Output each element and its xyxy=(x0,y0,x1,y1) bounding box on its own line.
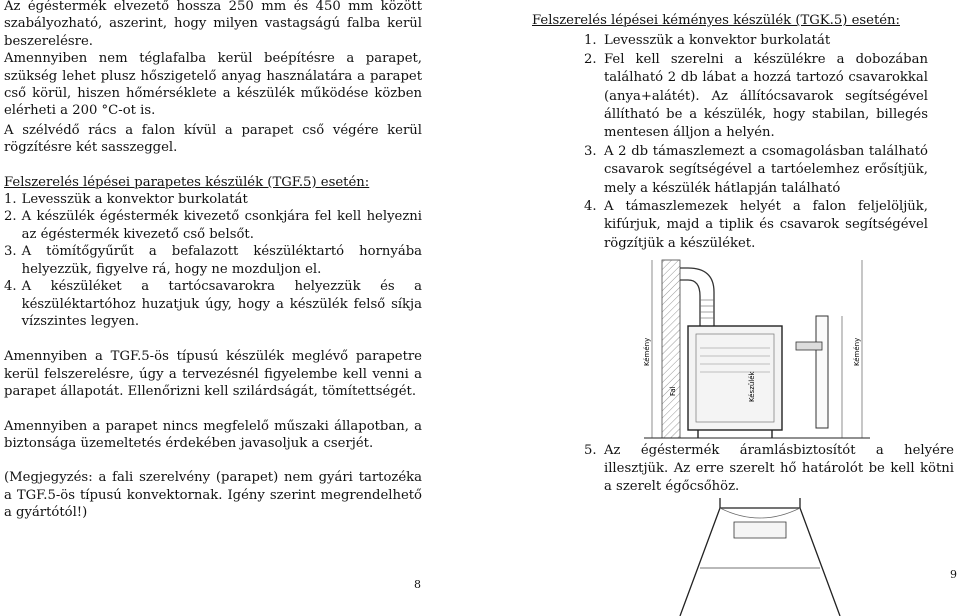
step5-block xyxy=(584,442,954,496)
right-page xyxy=(532,0,956,253)
step-text: Fel kell szerelni a készülékre a dobozában található 2 db lábat a hozzá tartozó csavarokkal (anya+alátét). Az állítócsavarok segítségével állítható be a készülék, hogy stabilan, billegés mentesen álljon a helyén. xyxy=(604,51,928,141)
parapet-step xyxy=(4,208,422,243)
chimney-step xyxy=(584,198,928,253)
flue-pipe xyxy=(680,268,714,326)
step-number: 1. xyxy=(4,192,17,208)
flue-adapter-diagram xyxy=(660,498,860,616)
figure-label: Fal xyxy=(669,386,677,396)
step-text: Levesszük a konvektor burkolatát xyxy=(21,192,248,208)
figure-label: Kémény xyxy=(853,337,861,366)
parapet-steps-list xyxy=(4,191,422,330)
step-number: 5. xyxy=(584,443,597,458)
step-text: Levesszük a konvektor burkolatát xyxy=(604,33,831,49)
step-number: 3. xyxy=(4,244,17,260)
chimney-step xyxy=(584,51,928,143)
step-text: A készüléket a tartócsavarokra helyezzük és a készüléktartóhoz huzatjuk úgy, hogy a készülék felső síkja vízszintes legyen. xyxy=(21,279,422,329)
left-page xyxy=(4,0,422,522)
figure-label: Készülék xyxy=(748,371,756,402)
chimney-step xyxy=(584,32,928,50)
page-number-left: 8 xyxy=(414,578,421,591)
parapet-step xyxy=(4,243,422,278)
step-number: 2. xyxy=(584,51,597,67)
step-number: 3. xyxy=(584,143,597,159)
page-number-right: 9 xyxy=(950,568,957,581)
tgf-paragraph: Amennyiben a TGF.5-ös típusú készülék meglévő parapetre kerül felszerelésre, úgy a tervezésnél figyelembe kell venni a parapet állapotát. Ellenőrizni kell szilárdságát, tömítettségét. xyxy=(4,349,422,400)
step-text: A 2 db támaszlemezt a csomagolásban található csavarok segítségével a tartóelemhez erősítjük, mely a készülék hátlapján található xyxy=(604,143,928,196)
step-number: 2. xyxy=(4,209,17,225)
figure-label: Kémény xyxy=(643,337,651,366)
parapet-step xyxy=(4,278,422,330)
installation-diagram xyxy=(640,256,876,442)
note-paragraph: (Megjegyzés: a fali szerelvény (parapet) nem gyári tartozéka a TGF.5-ös típusú konvektornak. Igény szerint megrendelhető a gyártótól!) xyxy=(4,470,422,521)
step-text: A készülék égéstermék kivezető csonkjára fel kell helyezni az égéstermék kivezető cső belsőt. xyxy=(21,209,422,242)
intro-paragraph: Az égéstermék elvezető hossza 250 mm és 450 mm között szabályozható, aszerint, hogy milyen vastagságú falba kerül beszerelésre. xyxy=(4,0,422,49)
step-number: 4. xyxy=(584,199,597,215)
chimney-step xyxy=(584,143,928,198)
chimney-heading: Felszerelés lépései kéményes készülék (TGK.5) esetén: xyxy=(532,13,900,28)
windshield-paragraph: A szélvédő rács a falon kívül a parapet cső végére kerül rögzítésre két sasszeggel. xyxy=(4,122,422,156)
insulation-paragraph: Amennyiben nem téglafalba kerül beépítésre a parapet, szükség lehet plusz hőszigetelő anyag használatára a parapet cső körül, hiszen hőmérséklete a készülék működése közben elérheti a 200 °C-ot is. xyxy=(4,51,422,119)
step-number: 1. xyxy=(584,33,597,49)
step-text: A támaszlemezek helyét a falon feljelöljük, kifúrjuk, majd a tiplik és csavarok segítségével rögzítjük a készüléket. xyxy=(604,199,928,251)
step-text: A tömítőgyűrűt a befalazott készüléktartó hornyába helyezzük, figyelve rá, hogy ne mozduljon el. xyxy=(21,244,422,277)
wall-hatch xyxy=(662,260,680,438)
parapet-heading: Felszerelés lépései parapetes készülék (TGF.5) esetén: xyxy=(4,174,370,190)
replace-paragraph: Amennyiben a parapet nincs megfelelő műszaki állapotban, a biztonsága üzemeltetés érdekében javasoljuk a cserjét. xyxy=(4,418,422,451)
chimney-steps-list xyxy=(584,32,928,253)
parapet-step xyxy=(4,191,422,208)
step-number: 4. xyxy=(4,279,17,295)
appliance-body xyxy=(688,326,782,430)
step-text: Az égéstermék áramlásbiztosítót a helyére illesztjük. Az erre szerelt hő határolót be kell kötni a szerelt égőcsőhöz. xyxy=(604,443,954,494)
chimney-step xyxy=(584,442,954,496)
